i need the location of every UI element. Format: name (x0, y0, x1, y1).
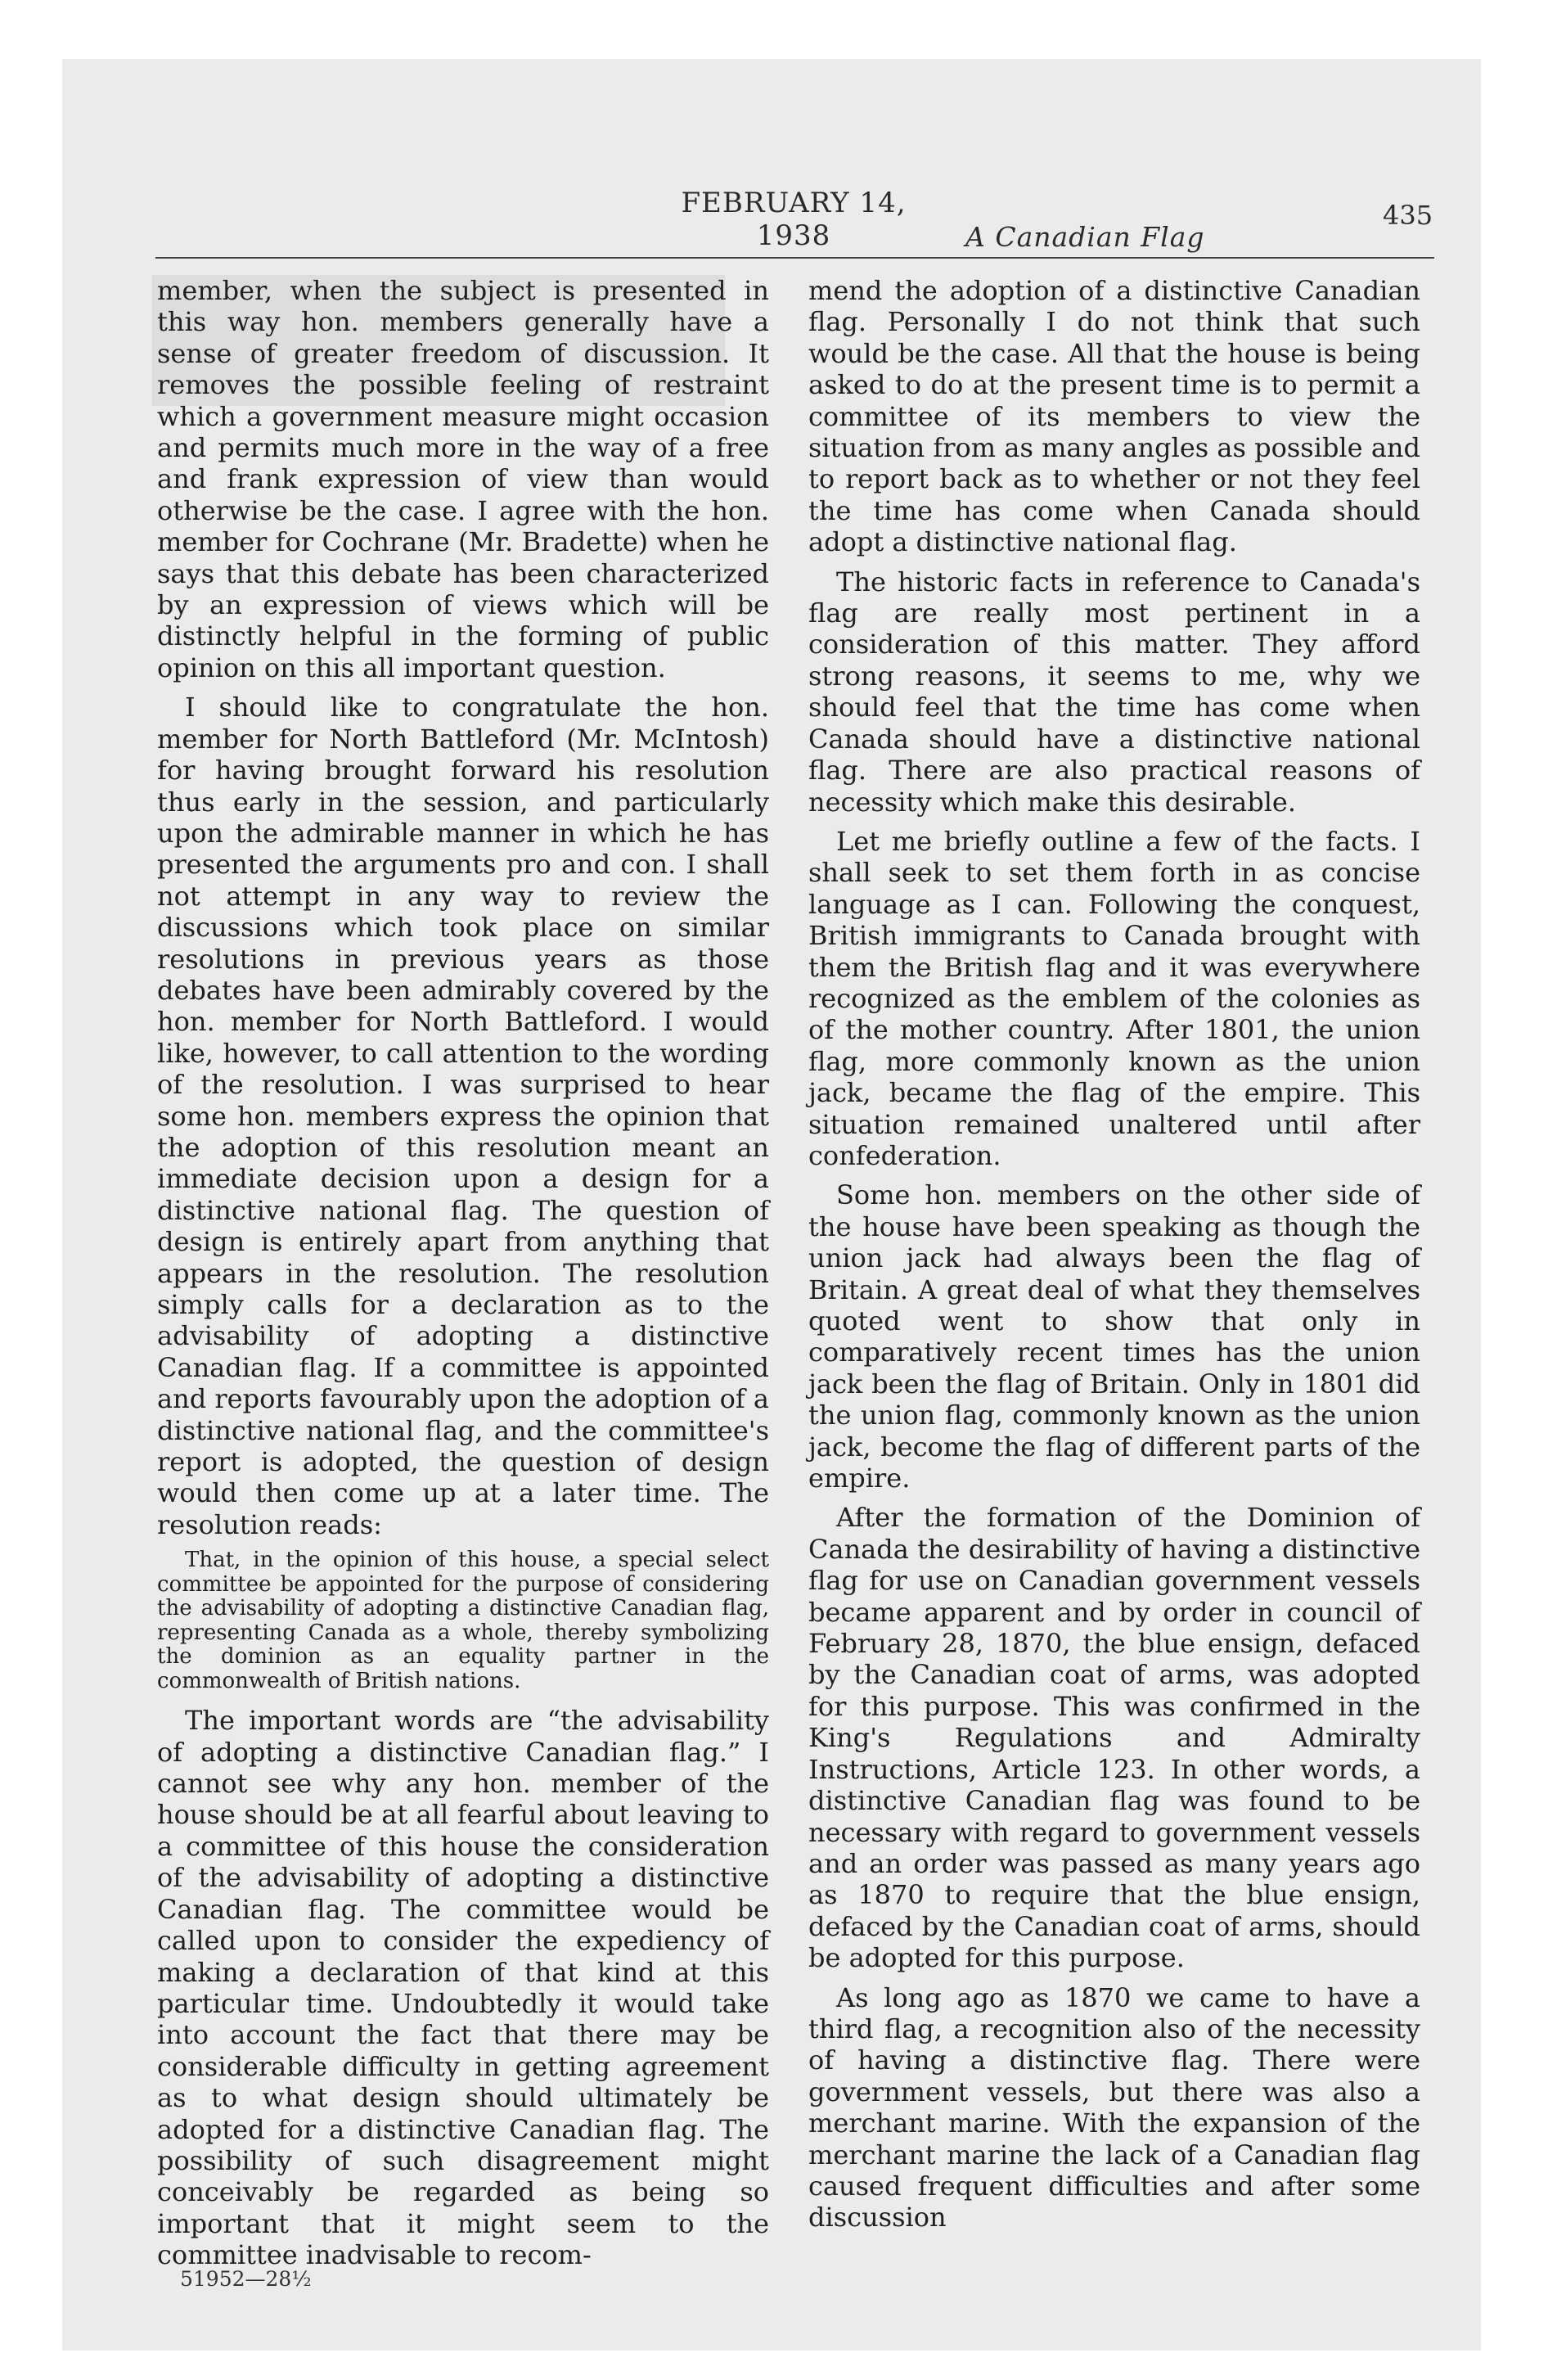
right-column (808, 275, 1420, 2242)
paragraph: As long ago as 1870 we came to have a third flag, a recognition also of the necessity of having a distinctive flag. There were government vessels, but there was also a merchant marine. With the expansion of the merchant marine the lack of a Canadian flag caused frequent difficulties and after some discussion (808, 1981, 1420, 2234)
page-number: 435 (1383, 200, 1433, 231)
paragraph: member, when the subject is presented in this way hon. members generally have a sense of greater freedom of discussion. It removes the possible feeling of restraint which a government measure might occasion and permits much more in the way of a free and frank expression of view than would otherwise be the case. I agree with the hon. member for Cochrane (Mr. Bradette) when he says that this debate has been characterized by an expression of views which will be distinctly helpful in the forming of public opinion on this all important question. (157, 275, 769, 683)
paragraph: mend the adoption of a distinctive Canadian flag. Personally I do not think that such would be the case. All that the house is being asked to do at the present time is to permit a committee of its members to view the situation from as many angles as possible and to report back as to whether or not they feel the time has come when Canada should adopt a distinctive national flag. (808, 275, 1420, 558)
footer-print-number: 51952—28½ (180, 2267, 312, 2291)
paragraph: Let me briefly outline a few of the facts. I shall seek to set them forth in as concise language as I can. Following the conquest, British immigrants to Canada brought with them the British flag and it was everywhere recognized as the emblem of the colonies as of the mother country. After 1801, the union flag, more commonly known as the union jack, became the flag of the empire. This situation remained unaltered until after confederation. (808, 825, 1420, 1171)
paragraph: The historic facts in reference to Canada's flag are really most pertinent in a consideration of this matter. They afford strong reasons, it seems to me, why we should feel that the time has come when Canada should have a distinctive national flag. There are also practical reasons of necessity which make this desirable. (808, 566, 1420, 818)
header-subtitle: A Canadian Flag (965, 221, 1205, 253)
header-date: FEBRUARY 14, 1938 (681, 187, 907, 252)
paragraph: The important words are “the advisability of adopting a distinctive Canadian flag.” I cannot see why any hon. member of the house should be at all fearful about leaving to a committee of this house the consideration of the advisability of adopting a distinctive Canadian flag. The committee would be called upon to consider the expediency of making a declaration of that kind at this particular time. Undoubtedly it would take into account the fact that there may be considerable difficulty in getting agreement as to what design should ultimately be adopted for a distinctive Canadian flag. The possibility of such disagreement might conceivably be regarded as being so important that it might seem to the committee inadvisable to recom- (157, 1705, 769, 2271)
paragraph: I should like to congratulate the hon. member for North Battleford (Mr. McIntosh) for having brought forward his resolution thus early in the session, and particularly upon the admirable manner in which he has presented the arguments pro and con. I shall not attempt in any way to review the discussions which took place on similar resolutions in previous years as those debates have been admirably covered by the hon. member for North Battleford. I would like, however, to call attention to the wording of the resolution. I was surprised to hear some hon. members express the opinion that the adoption of this resolution meant an immediate decision upon a design for a distinctive national flag. The question of design is entirely apart from anything that appears in the resolution. The resolution simply calls for a declaration as to the advisability of adopting a distinctive Canadian flag. If a committee is appointed and reports favourably upon the adoption of a distinctive national flag, and the committee's report is adopted, the question of design would then come up at a later time. The resolution reads: (157, 692, 769, 1540)
left-column (157, 275, 769, 2279)
resolution-quote: That, in the opinion of this house, a special select committee be appointed for the purpose of considering the advisability of adopting a distinctive Canadian flag, representing Canada as a whole, thereby symbolizing the dominion as an equality partner in the commonwealth of British nations. (157, 1548, 769, 1693)
header-divider (155, 257, 1434, 259)
paragraph: Some hon. members on the other side of the house have been speaking as though the union jack had always been the flag of Britain. A great deal of what they themselves quoted went to show that only in comparatively recent times has the union jack been the flag of Britain. Only in 1801 did the union flag, commonly known as the union jack, become the flag of different parts of the empire. (808, 1179, 1420, 1494)
paragraph: After the formation of the Dominion of Canada the desirability of having a distinctive flag for use on Canadian government vessels became apparent and by order in council of February 28, 1870, the blue ensign, defaced by the Canadian coat of arms, was adopted for this purpose. This was confirmed in the King's Regulations and Admiralty Instructions, Article 123. In other words, a distinctive Canadian flag was found to be necessary with regard to government vessels and an order was passed as many years ago as 1870 to require that the blue ensign, defaced by the Canadian coat of arms, should be adopted for this purpose. (808, 1502, 1420, 1974)
